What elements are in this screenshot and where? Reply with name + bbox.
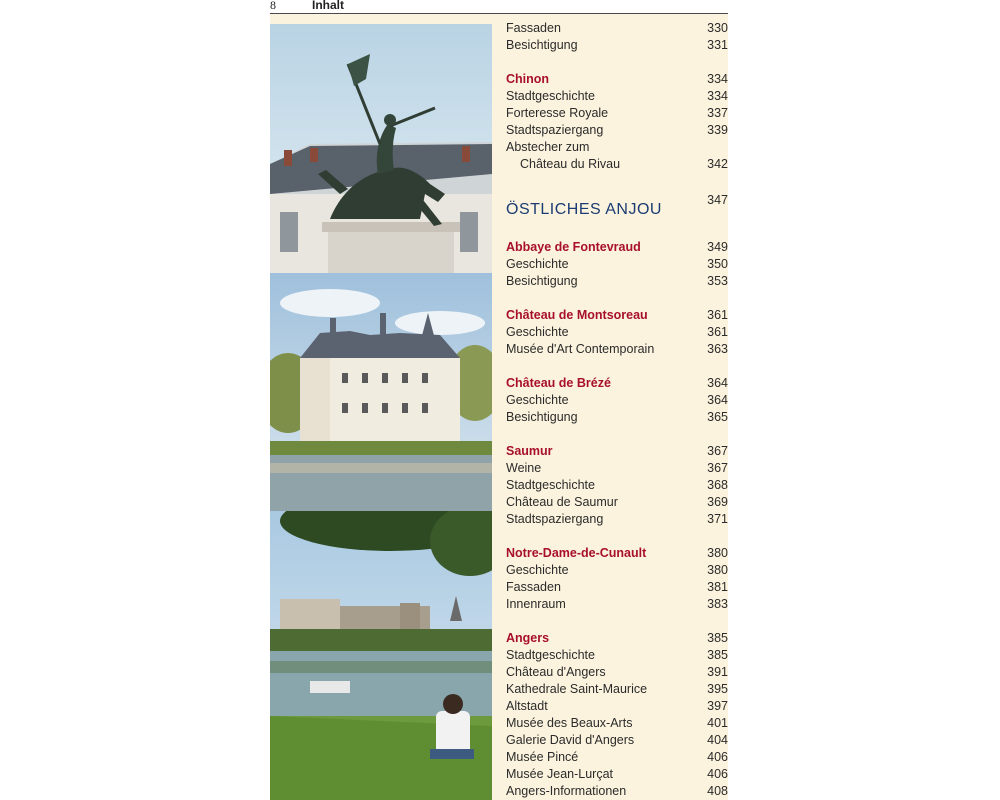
toc-heading	[506, 307, 728, 324]
toc-entry-title: Château de Saumur	[506, 495, 618, 509]
toc-entry	[506, 664, 728, 681]
toc-entry-title: Stadtgeschichte	[506, 89, 595, 103]
toc-section-heading	[506, 195, 728, 219]
toc-entry-title: Angers-Informationen	[506, 784, 627, 798]
toc-entry-page: 406	[707, 750, 728, 764]
toc-entry-page: 369	[707, 495, 728, 509]
toc-entry	[506, 256, 728, 273]
toc-entry-title: Notre-Dame-de-Cunault	[506, 546, 647, 560]
toc-entry	[506, 749, 728, 766]
table-of-contents	[506, 20, 728, 800]
toc-heading	[506, 239, 728, 256]
toc-entry-title: Galerie David d'Angers	[506, 733, 635, 747]
toc-entry-page: 361	[707, 308, 728, 322]
toc-entry-page: 371	[707, 512, 728, 526]
toc-entry-page: 337	[707, 106, 728, 120]
toc-entry	[506, 698, 728, 715]
page-header	[270, 0, 728, 14]
toc-entry	[506, 732, 728, 749]
toc-entry-page: 380	[707, 546, 728, 560]
toc-entry-page: 367	[707, 461, 728, 475]
toc-entry-page: 349	[707, 240, 728, 254]
toc-entry-title: Forteresse Royale	[506, 106, 609, 120]
toc-entry	[506, 122, 728, 139]
toc-entry-page: 342	[707, 157, 728, 171]
toc-entry-page: 367	[707, 444, 728, 458]
toc-entry-page: 334	[707, 72, 728, 86]
toc-entry-title: Geschichte	[506, 325, 569, 339]
toc-entry	[506, 562, 728, 579]
toc-entry-title: Musée Jean-Lurçat	[506, 767, 614, 781]
equestrian-statue-photo	[270, 24, 492, 273]
toc-entry-title: Stadtgeschichte	[506, 648, 595, 662]
toc-entry	[506, 37, 728, 54]
toc-entry	[506, 105, 728, 122]
toc-entry-page: 353	[707, 274, 728, 288]
toc-entry	[506, 156, 728, 173]
toc-entry-title: Kathedrale Saint-Maurice	[506, 682, 648, 696]
toc-entry	[506, 596, 728, 613]
toc-entry	[506, 392, 728, 409]
toc-entry-title: Saumur	[506, 444, 553, 458]
toc-entry-title: Innenraum	[506, 597, 566, 611]
toc-entry-page: 330	[707, 21, 728, 35]
toc-entry-title: Fassaden	[506, 580, 561, 594]
toc-entry	[506, 477, 728, 494]
toc-heading	[506, 630, 728, 647]
toc-entry-page: 391	[707, 665, 728, 679]
toc-entry-title: Musée Pincé	[506, 750, 579, 764]
toc-entry	[506, 341, 728, 358]
toc-entry-page: 350	[707, 257, 728, 271]
toc-entry	[506, 460, 728, 477]
toc-entry-title: Besichtigung	[506, 38, 578, 52]
toc-entry-page: 334	[707, 89, 728, 103]
toc-entry-title: Abbaye de Fontevraud	[506, 240, 641, 254]
toc-entry-page: 383	[707, 597, 728, 611]
toc-entry-page: 347	[707, 193, 728, 207]
chateau-photo	[270, 273, 492, 511]
toc-entry	[506, 494, 728, 511]
toc-entry	[506, 409, 728, 426]
toc-entry-page: 406	[707, 767, 728, 781]
toc-entry	[506, 273, 728, 290]
toc-entry-title: Fassaden	[506, 21, 561, 35]
toc-entry-title: Château d'Angers	[506, 665, 606, 679]
toc-entry-page: 363	[707, 342, 728, 356]
toc-entry-title: Musée d'Art Contemporain	[506, 342, 655, 356]
toc-entry-page: 381	[707, 580, 728, 594]
toc-entry-page: 361	[707, 325, 728, 339]
book-page	[270, 0, 728, 800]
toc-entry	[506, 20, 728, 37]
toc-entry-title: Geschichte	[506, 563, 569, 577]
toc-entry-page: 408	[707, 784, 728, 798]
toc-entry-title: ÖSTLICHES ANJOU	[506, 201, 662, 218]
toc-entry-title: Stadtspaziergang	[506, 123, 604, 137]
toc-heading	[506, 71, 728, 88]
toc-entry-page: 401	[707, 716, 728, 730]
toc-heading	[506, 545, 728, 562]
toc-entry-title: Château de Brézé	[506, 376, 611, 390]
toc-entry	[506, 579, 728, 596]
toc-entry-page: 385	[707, 648, 728, 662]
toc-entry	[506, 511, 728, 528]
toc-entry-title: Angers	[506, 631, 550, 645]
toc-entry-title: Besichtigung	[506, 410, 578, 424]
toc-entry-page: 380	[707, 563, 728, 577]
toc-entry-page: 331	[707, 38, 728, 52]
toc-entry-page: 339	[707, 123, 728, 137]
toc-entry-title: Weine	[506, 461, 542, 475]
toc-entry	[506, 88, 728, 105]
toc-entry	[506, 139, 728, 156]
toc-entry-page: 364	[707, 376, 728, 390]
toc-entry-page: 364	[707, 393, 728, 407]
toc-entry-page: 397	[707, 699, 728, 713]
toc-entry-page: 404	[707, 733, 728, 747]
toc-entry-title: Geschichte	[506, 393, 569, 407]
section-title: Inhalt	[312, 0, 344, 12]
toc-entry	[506, 647, 728, 664]
toc-entry-title: Stadtgeschichte	[506, 478, 595, 492]
toc-entry-title: Stadtspaziergang	[506, 512, 604, 526]
toc-entry-page: 368	[707, 478, 728, 492]
toc-entry	[506, 715, 728, 732]
toc-heading	[506, 443, 728, 460]
toc-entry-title: Château de Montsoreau	[506, 308, 648, 322]
toc-entry	[506, 324, 728, 341]
page-number: 8	[270, 0, 276, 12]
photo-column	[270, 24, 492, 800]
toc-entry-title: Altstadt	[506, 699, 548, 713]
riverside-town-photo	[270, 511, 492, 800]
toc-entry-page: 365	[707, 410, 728, 424]
toc-entry-title: Abstecher zum	[506, 140, 590, 154]
toc-entry-title: Besichtigung	[506, 274, 578, 288]
toc-heading	[506, 375, 728, 392]
toc-entry	[506, 766, 728, 783]
toc-entry	[506, 681, 728, 698]
toc-entry-title: Musée des Beaux-Arts	[506, 716, 633, 730]
toc-entry-title: Geschichte	[506, 257, 569, 271]
toc-entry-title: Château du Rivau	[520, 157, 621, 171]
toc-entry-title: Chinon	[506, 72, 550, 86]
toc-entry	[506, 783, 728, 800]
toc-entry-page: 395	[707, 682, 728, 696]
toc-entry-page: 385	[707, 631, 728, 645]
